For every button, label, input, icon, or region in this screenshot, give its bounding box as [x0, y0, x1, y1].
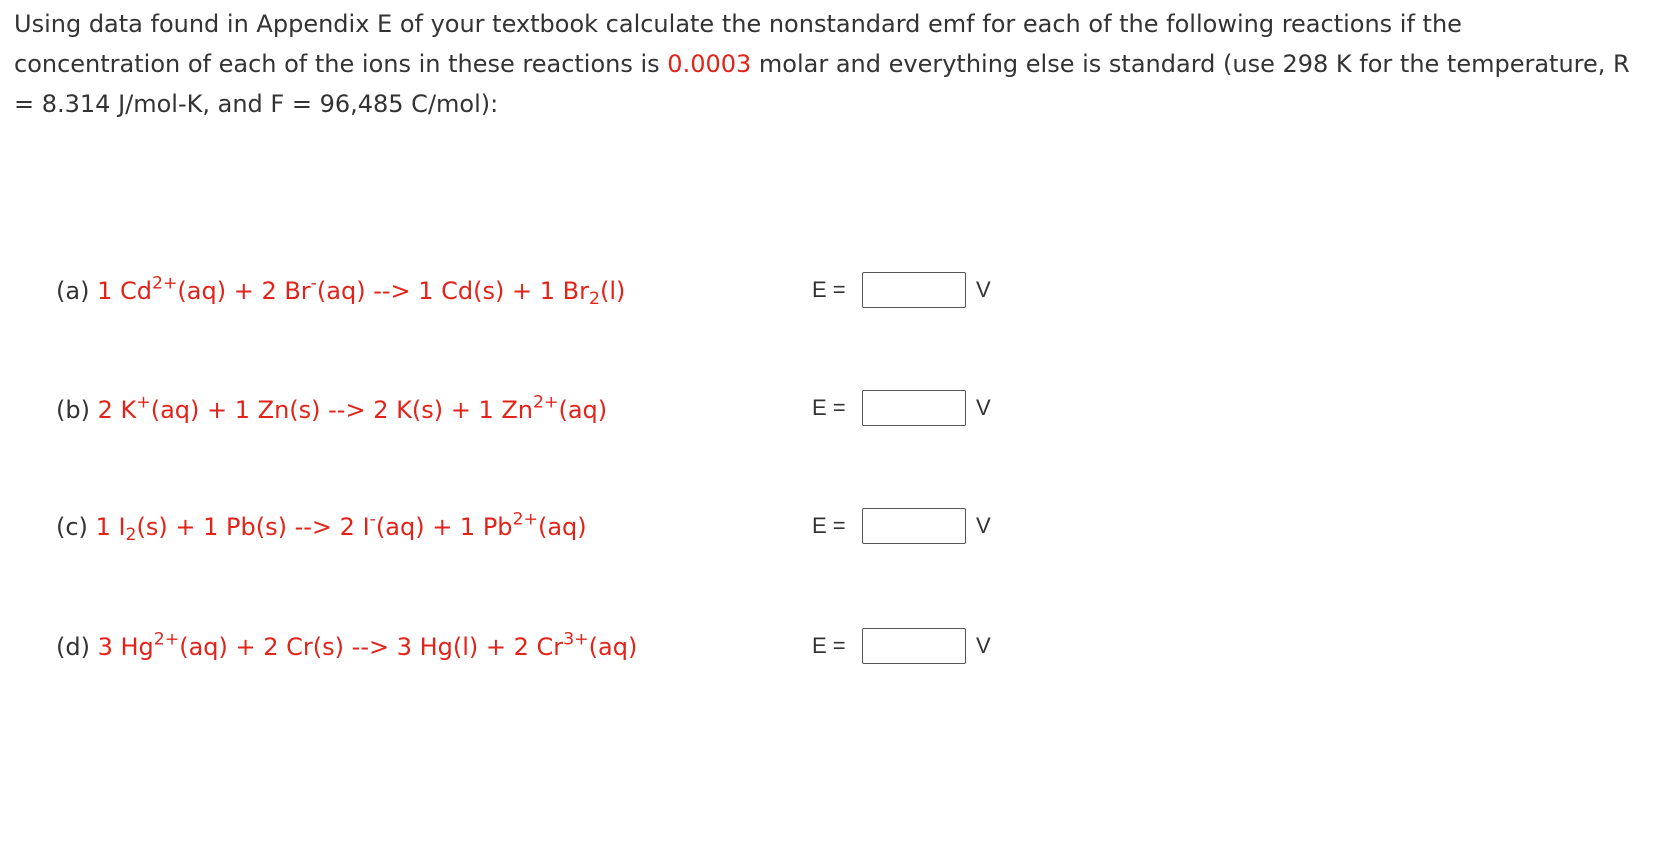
reaction-c-charge: - [369, 509, 376, 530]
reaction-b-text: (aq) + 1 Zn(s) --> 2 K(s) + 1 Zn [150, 396, 533, 424]
intro-text-part1: Using data found in Appendix E of your textbook calculate the nonstandard emf for each of the following reactions if the concentration of each of the ions in these reactions is [14, 10, 1462, 78]
reaction-c-label: (c) [56, 513, 96, 541]
reaction-c-text: (aq) + 1 Pb [375, 513, 513, 541]
reaction-d-charge: 3+ [563, 629, 589, 650]
reaction-a-text: (aq) + 2 Br [177, 277, 311, 305]
reaction-c-equation [95, 509, 587, 545]
answer-a-input[interactable] [862, 272, 966, 308]
reaction-b-label: (b) [56, 396, 98, 424]
answer-b-input[interactable] [862, 390, 966, 426]
reaction-a-text: (aq) --> 1 Cd(s) + 1 Br [316, 277, 589, 305]
reaction-c [56, 509, 587, 545]
reaction-d-label: (d) [56, 633, 98, 661]
answer-b-unit: V [976, 395, 991, 420]
reaction-b [56, 392, 608, 425]
reaction-d-equation [97, 629, 638, 661]
problem-statement [14, 4, 1634, 124]
reaction-c-subscript: 2 [125, 524, 137, 545]
reaction-a-label: (a) [56, 277, 98, 305]
reaction-b-charge: + [136, 392, 151, 413]
reaction-d-text: (aq) + 2 Cr(s) --> 3 Hg(l) + 2 Cr [179, 633, 564, 661]
reaction-b-charge: 2+ [533, 392, 559, 413]
answer-c-unit: V [976, 513, 991, 538]
answer-d-input[interactable] [862, 628, 966, 664]
reaction-c-text: (s) + 1 Pb(s) --> 2 I [136, 513, 370, 541]
reaction-d-text: 3 Hg [97, 633, 154, 661]
reaction-a [56, 273, 626, 309]
answer-a-label: E = [812, 277, 846, 302]
answer-d [812, 626, 991, 666]
answer-d-label: E = [812, 633, 846, 658]
reaction-c-text: (aq) [537, 513, 587, 541]
answer-c-input[interactable] [862, 508, 966, 544]
reaction-a-charge: - [310, 273, 317, 294]
reaction-d-charge: 2+ [153, 629, 180, 650]
intro-text-part2: molar and everything else is standard (use 298 K for the temperature, R = 8.314 J/mol-K, and F = 96,485 C/mol): [14, 50, 1630, 118]
reaction-c-text: 1 I [95, 513, 126, 541]
answer-b [812, 388, 991, 428]
concentration-value: 0.0003 [667, 50, 752, 78]
answer-c-label: E = [812, 513, 846, 538]
answer-d-unit: V [976, 633, 991, 658]
reaction-d-text: (aq) [588, 633, 638, 661]
reaction-a-equation [97, 273, 626, 309]
answer-c [812, 506, 991, 546]
answer-b-label: E = [812, 395, 846, 420]
reaction-b-text: 2 K [97, 396, 137, 424]
reaction-c-charge: 2+ [512, 509, 538, 530]
reaction-b-text: (aq) [558, 396, 608, 424]
reaction-a-charge: 2+ [151, 273, 178, 294]
reaction-b-equation [97, 392, 608, 424]
answer-a [812, 270, 991, 310]
reaction-a-text: 1 Cd [97, 277, 152, 305]
answer-a-unit: V [976, 277, 991, 302]
reaction-a-text: (l) [599, 277, 626, 305]
reaction-d [56, 629, 638, 662]
reaction-a-subscript: 2 [588, 288, 600, 309]
